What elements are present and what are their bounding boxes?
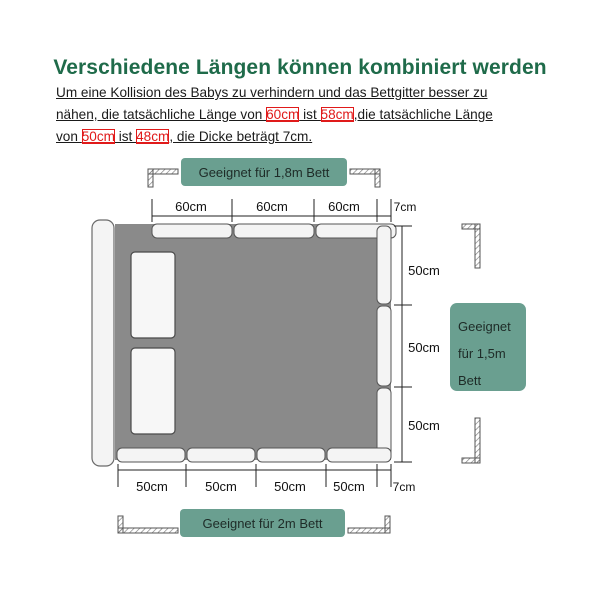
dimension-label: 50cm bbox=[408, 418, 440, 433]
highlight-length: 58cm bbox=[320, 107, 354, 122]
badge-line: für 1,5m bbox=[458, 346, 506, 361]
description-text: nähen, die tatsächliche Länge von bbox=[56, 107, 267, 122]
dimension-label: 50cm bbox=[274, 479, 306, 494]
headboard bbox=[92, 220, 114, 466]
bumper-bottom bbox=[327, 448, 391, 462]
description-text: ,die tatsächliche Länge bbox=[353, 107, 493, 122]
description-text: Um eine Kollision des Babys zu verhindern und das Bettgitter besser zu bbox=[56, 85, 488, 100]
dimension-label: 50cm bbox=[408, 263, 440, 278]
badge-1-8m-bed: Geeignet für 1,8m Bett bbox=[181, 158, 347, 186]
dimension-label: 60cm bbox=[175, 199, 207, 214]
bumper-right bbox=[377, 226, 391, 304]
badge-line: Geeignet bbox=[458, 319, 511, 334]
bumper-bottom bbox=[117, 448, 185, 462]
badge-1-5m-bed bbox=[450, 303, 526, 391]
dimension-label: 7cm bbox=[393, 200, 417, 214]
dimension-label: 50cm bbox=[205, 479, 237, 494]
pillow bbox=[131, 348, 175, 434]
bumper-top bbox=[234, 224, 314, 238]
dimension-label: 60cm bbox=[256, 199, 288, 214]
badge-line: Bett bbox=[458, 373, 482, 388]
description-text: , die Dicke beträgt 7cm. bbox=[169, 129, 313, 144]
badge-2m-bed: Geeignet für 2m Bett bbox=[180, 509, 345, 537]
dimension-label: 7cm bbox=[392, 480, 416, 494]
dimension-label: 50cm bbox=[136, 479, 168, 494]
dimension-label: 60cm bbox=[328, 199, 360, 214]
dimension-label: 50cm bbox=[333, 479, 365, 494]
description-text: von bbox=[56, 129, 82, 144]
highlight-length: 60cm bbox=[266, 107, 300, 122]
dimension-label: 50cm bbox=[408, 340, 440, 355]
highlight-length: 50cm bbox=[81, 129, 115, 144]
highlight-length: 48cm bbox=[136, 129, 170, 144]
pillow bbox=[131, 252, 175, 338]
bumper-top bbox=[152, 224, 232, 238]
bumper-bottom bbox=[187, 448, 255, 462]
description-text: ist bbox=[114, 129, 137, 144]
description-text: ist bbox=[299, 107, 321, 122]
bumper-bottom bbox=[257, 448, 325, 462]
page-title: Verschiedene Längen können kombiniert werden bbox=[53, 56, 547, 79]
bumper-right bbox=[377, 306, 391, 386]
